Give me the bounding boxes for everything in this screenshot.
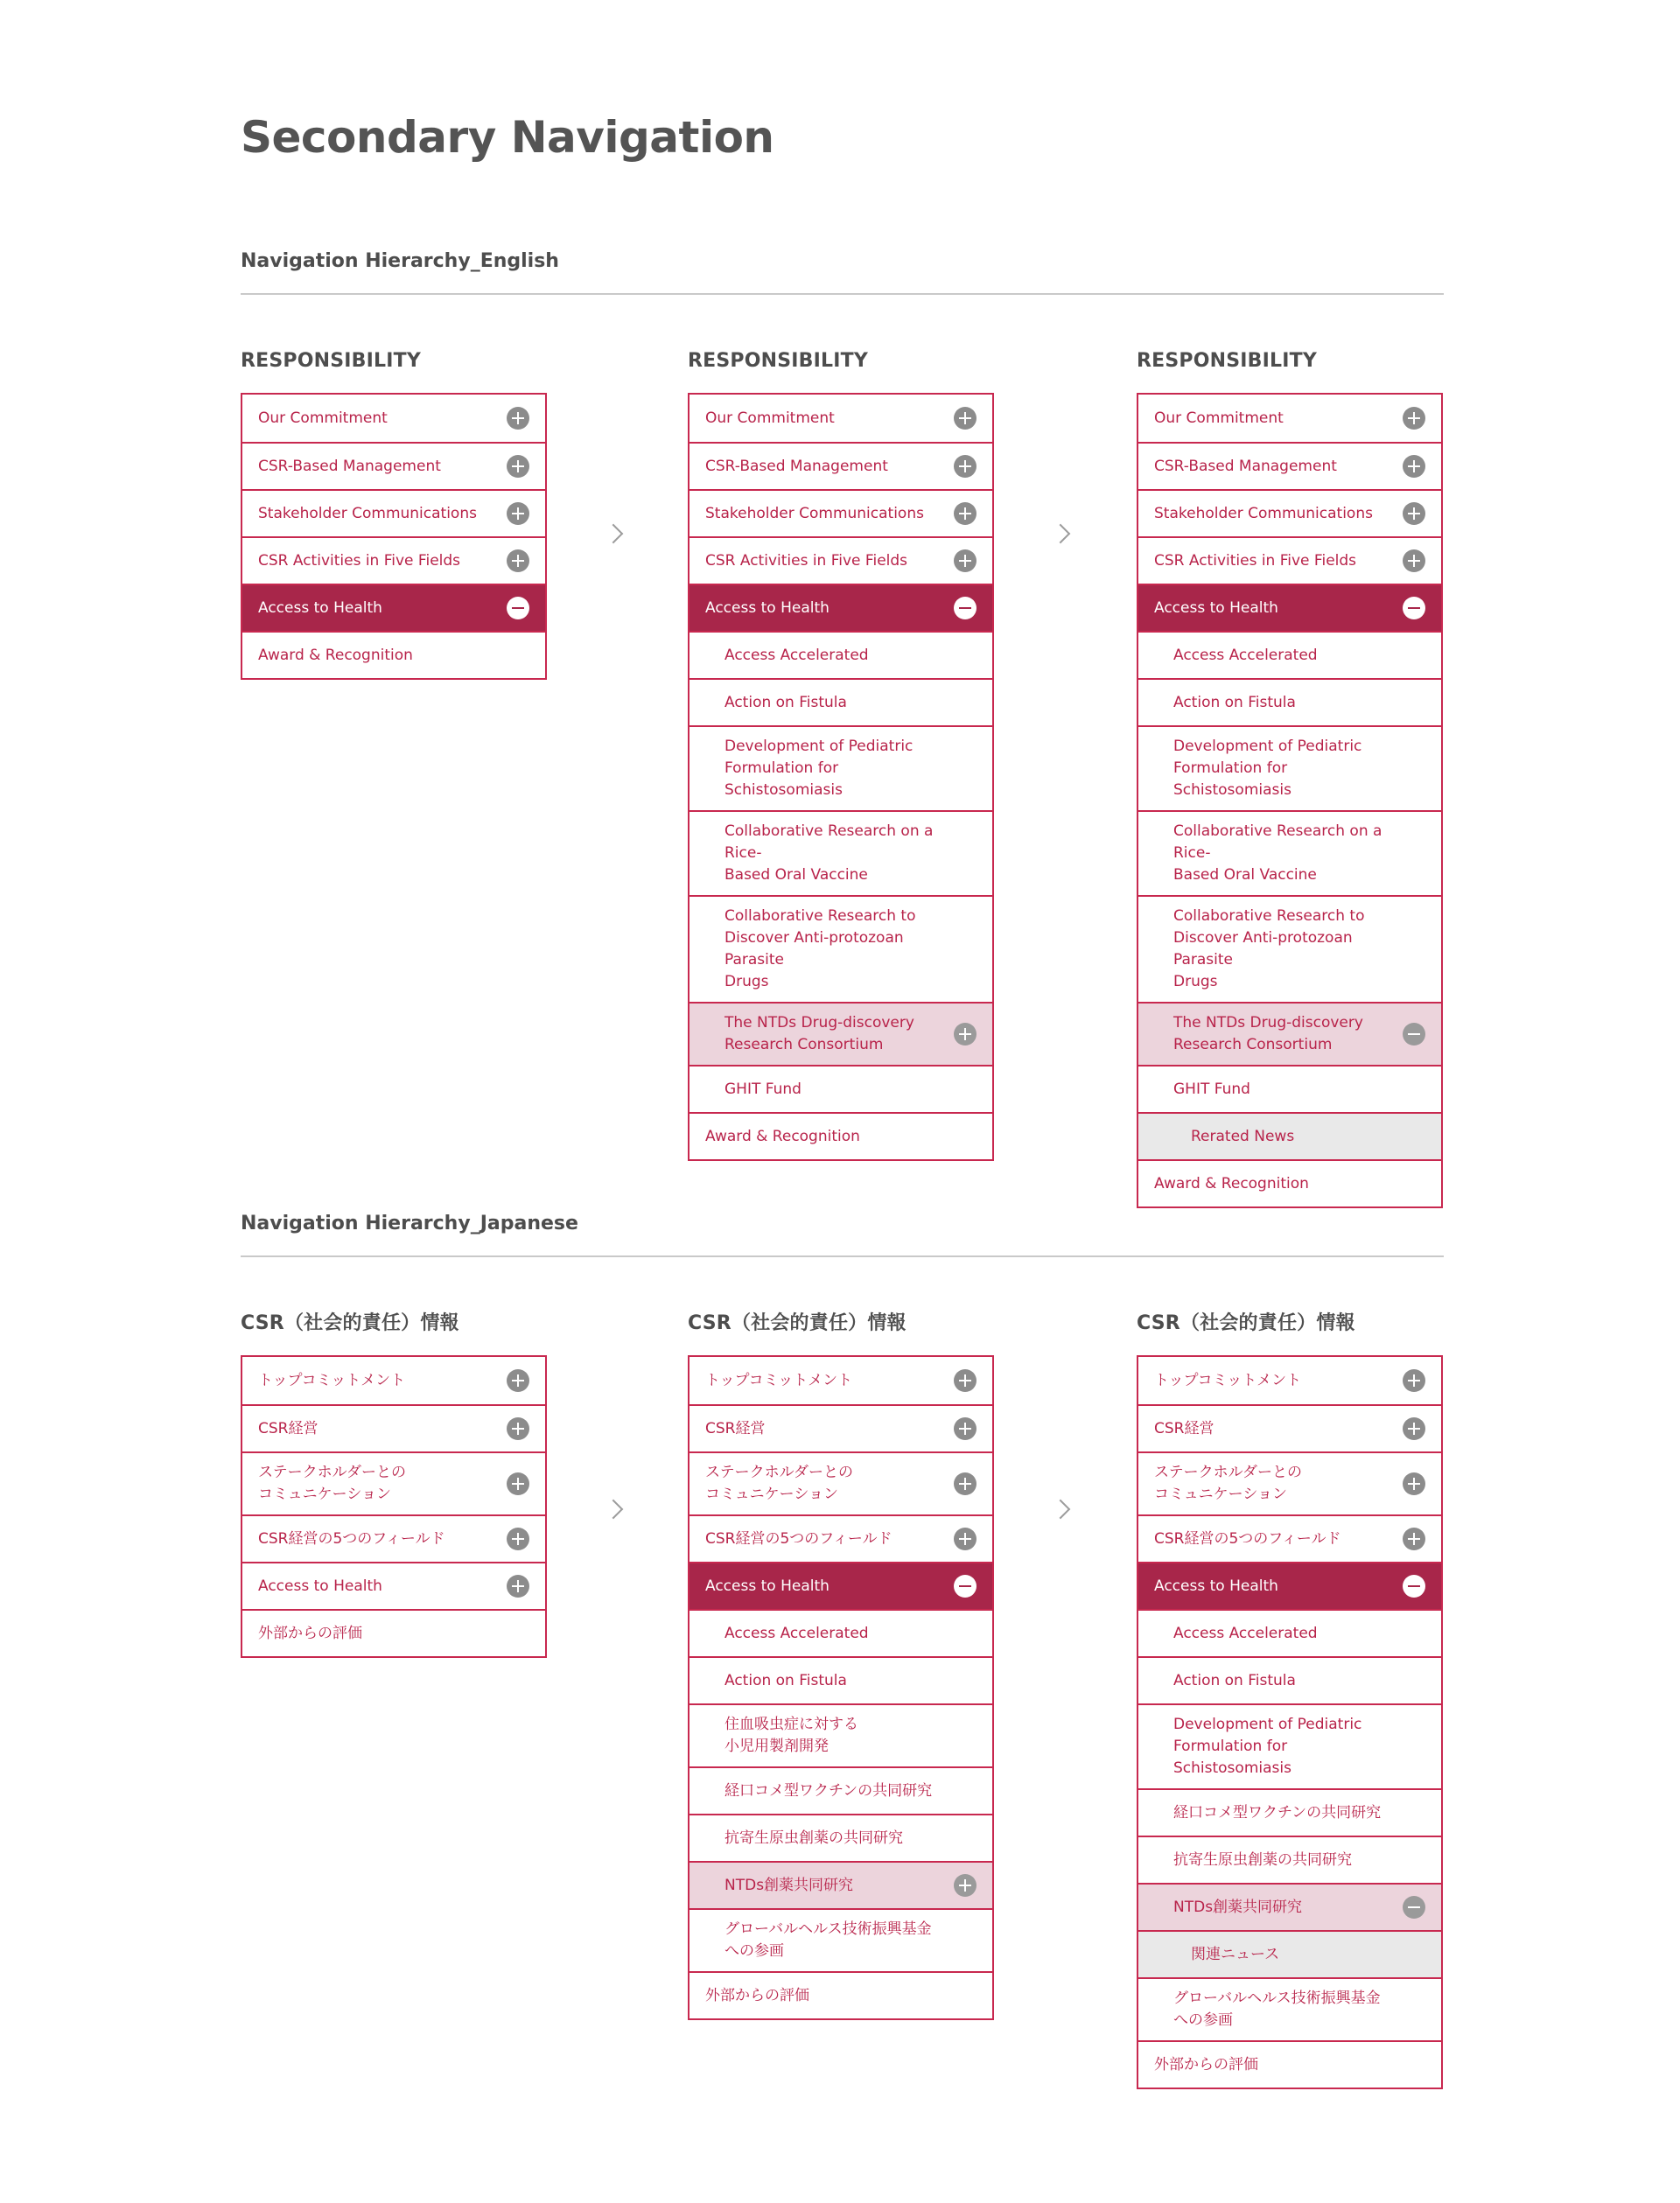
nav-subitem[interactable] [1138,1609,1441,1656]
nav-item-label: Access Accelerated [724,1624,869,1642]
plus-circle-icon[interactable] [954,1023,976,1046]
nav-heading: RESPONSIBILITY [1137,350,1317,372]
nav-item-label: 経口コメ型ワクチンの共同研究 [724,1781,933,1800]
nav-item[interactable] [690,1357,992,1404]
nav-item-label: トップコミットメント [258,1371,406,1389]
nav-item-label: Access Accelerated [724,646,869,664]
nav-item[interactable] [242,442,545,489]
nav-item-label: Access to Health [258,1577,382,1595]
nav-item-label: 住血吸虫症に対する 小児用製剤開発 [724,1716,858,1755]
nav-heading: CSR（社会的責任）情報 [1137,1312,1355,1334]
nav-item-label: グローバルヘルス技術振興基金 への参画 [724,1920,932,1960]
nav-item-label: トップコミットメント [705,1371,853,1389]
plus-circle-icon[interactable] [507,1472,529,1495]
minus-circle-icon[interactable] [954,1575,976,1598]
nav-column-ja-1 [241,1311,547,1658]
nav-item-label: The NTDs Drug-discovery Research Consortium [1173,1014,1363,1053]
nav-subitem[interactable] [690,1703,992,1766]
nav-item[interactable] [242,1514,545,1562]
nav-item[interactable] [242,489,545,536]
nav-item-label: ステークホルダーとの コミュニケーション [1154,1464,1302,1503]
nav-column-en-2 [688,348,994,1161]
nav-subitem[interactable] [690,725,992,810]
plus-circle-icon[interactable] [1403,455,1425,478]
nav-item-label: Access to Health [258,598,382,617]
nav-item[interactable] [690,584,992,631]
nav-item-label: Award & Recognition [705,1127,860,1145]
nav-item[interactable] [690,1112,992,1159]
plus-circle-icon[interactable] [1403,1417,1425,1440]
nav-item[interactable] [690,1404,992,1451]
nav-subitem[interactable] [1138,895,1441,1002]
nav-item[interactable] [1138,2040,1441,2088]
nav-subitem[interactable] [690,1609,992,1656]
nav-item-label: GHIT Fund [1173,1080,1250,1098]
plus-circle-icon[interactable] [507,1528,529,1550]
nav-subitem[interactable] [1138,1703,1441,1788]
nav-item-label: 外部からの評価 [1154,2055,1258,2074]
minus-circle-icon[interactable] [1403,1575,1425,1598]
nav-item-label: ステークホルダーとの コミュニケーション [705,1464,853,1503]
nav-item-label: 外部からの評価 [258,1624,362,1642]
secondary-nav [1137,1355,1443,2089]
nav-subitem[interactable] [1138,1883,1441,1930]
nav-heading: RESPONSIBILITY [688,350,868,372]
nav-subitem[interactable] [1138,1977,1441,2040]
nav-item-label: Access to Health [705,598,830,617]
nav-item[interactable] [690,442,992,489]
nav-subsubitem[interactable] [1138,1930,1441,1977]
nav-item-label: Stakeholder Communications [705,504,924,522]
nav-item[interactable] [242,1562,545,1609]
nav-item-label: CSR経営の5つのフィールド [258,1529,445,1548]
nav-item-label: Collaborative Research on a Rice- Based Oral Vaccine [724,822,934,884]
chevron-right-icon [604,1500,624,1520]
nav-subitem[interactable] [690,1002,992,1065]
plus-circle-icon[interactable] [954,455,976,478]
plus-circle-icon[interactable] [507,502,529,525]
nav-item[interactable] [1138,536,1441,584]
nav-subitem[interactable] [1138,678,1441,725]
minus-circle-icon[interactable] [1403,1896,1425,1919]
chevron-right-icon [604,524,624,544]
nav-item-label: NTDs創薬共同研究 [724,1876,854,1894]
nav-heading: CSR（社会的責任）情報 [688,1312,906,1334]
plus-circle-icon[interactable] [507,1369,529,1392]
plus-circle-icon[interactable] [954,1874,976,1897]
secondary-nav [241,393,547,680]
nav-item[interactable] [242,536,545,584]
nav-item-label: 抗寄生原虫創薬の共同研究 [1173,1850,1352,1869]
nav-item[interactable] [242,584,545,631]
nav-heading: CSR（社会的責任）情報 [241,1312,459,1334]
nav-subitem[interactable] [1138,1788,1441,1836]
nav-item-label: ステークホルダーとの コミュニケーション [258,1464,406,1503]
nav-item[interactable] [242,395,545,442]
nav-subitem[interactable] [1138,1836,1441,1883]
nav-subitem[interactable] [1138,1065,1441,1112]
plus-circle-icon[interactable] [954,1369,976,1392]
divider-english [241,293,1444,295]
nav-heading: RESPONSIBILITY [241,350,421,372]
secondary-nav [688,1355,994,2020]
nav-item[interactable] [1138,1562,1441,1609]
plus-circle-icon[interactable] [1403,549,1425,572]
plus-circle-icon[interactable] [1403,1528,1425,1550]
nav-item[interactable] [1138,489,1441,536]
nav-item[interactable] [690,489,992,536]
minus-circle-icon[interactable] [954,597,976,619]
nav-subitem[interactable] [690,1766,992,1814]
nav-item-label: Rerated News [1191,1127,1295,1145]
nav-item-label: グローバルヘルス技術振興基金 への参画 [1173,1990,1381,2029]
nav-item-label: GHIT Fund [724,1080,802,1098]
nav-column-en-1 [241,348,547,680]
nav-item-label: 抗寄生原虫創薬の共同研究 [724,1829,903,1847]
plus-circle-icon[interactable] [507,1417,529,1440]
nav-item[interactable] [690,536,992,584]
nav-item-label: Action on Fistula [724,693,847,711]
nav-subitem[interactable] [690,1861,992,1908]
nav-item[interactable] [1138,1404,1441,1451]
chevron-right-icon [1051,1500,1071,1520]
nav-item[interactable] [1138,395,1441,442]
nav-item-label: Development of Pediatric Formulation for Schistosomiasis [1173,738,1362,799]
nav-item-label: Stakeholder Communications [1154,504,1373,522]
nav-item-label: Access to Health [1154,1577,1278,1595]
nav-item[interactable] [690,1971,992,2018]
section-title-english: Navigation Hierarchy_English [241,250,559,272]
nav-item-label: CSR-Based Management [705,457,888,475]
nav-item-label: CSR経営 [705,1419,766,1437]
nav-item-label: Development of Pediatric Formulation for Schistosomiasis [1173,1716,1362,1777]
nav-subitem[interactable] [690,1065,992,1112]
nav-subitem[interactable] [690,1656,992,1703]
nav-item[interactable] [242,1609,545,1656]
nav-item-label: 経口コメ型ワクチンの共同研究 [1173,1803,1382,1822]
nav-item[interactable] [1138,442,1441,489]
plus-circle-icon[interactable] [954,1528,976,1550]
nav-item-label: CSR-Based Management [1154,457,1337,475]
minus-circle-icon[interactable] [507,597,529,619]
nav-item-label: Access to Health [705,1577,830,1595]
nav-item-label: CSR Activities in Five Fields [258,551,461,570]
plus-circle-icon[interactable] [954,1472,976,1495]
nav-subitem[interactable] [690,1814,992,1861]
nav-item-label: Our Commitment [258,409,388,427]
nav-item-label: Our Commitment [705,409,835,427]
plus-circle-icon[interactable] [1403,1472,1425,1495]
nav-subitem[interactable] [1138,1656,1441,1703]
nav-item-label: Collaborative Research to Discover Anti-protozoan Parasite Drugs [724,907,916,990]
minus-circle-icon[interactable] [1403,597,1425,619]
nav-item-label: CSR Activities in Five Fields [705,551,908,570]
nav-subitem[interactable] [690,1908,992,1971]
nav-item[interactable] [242,1404,545,1451]
nav-item[interactable] [242,631,545,678]
plus-circle-icon[interactable] [1403,407,1425,430]
nav-item-label: Collaborative Research on a Rice- Based Oral Vaccine [1173,822,1382,884]
nav-item-label: Award & Recognition [1154,1174,1309,1192]
nav-item-label: トップコミットメント [1154,1371,1302,1389]
nav-item[interactable] [242,1451,545,1514]
nav-subitem[interactable] [1138,725,1441,810]
nav-column-ja-3 [1137,1311,1443,2089]
nav-subitem[interactable] [690,810,992,895]
divider-japanese [241,1255,1444,1257]
nav-item-label: Action on Fistula [724,1671,847,1689]
plus-circle-icon[interactable] [507,407,529,430]
nav-item[interactable] [690,1562,992,1609]
nav-item-label: CSR経営 [258,1419,318,1437]
nav-item-label: Access Accelerated [1173,646,1318,664]
nav-subitem[interactable] [690,895,992,1002]
nav-subitem[interactable] [690,631,992,678]
plus-circle-icon[interactable] [1403,1369,1425,1392]
nav-item-label: Award & Recognition [258,646,413,664]
plus-circle-icon[interactable] [507,549,529,572]
nav-subitem[interactable] [1138,1002,1441,1065]
plus-circle-icon[interactable] [954,407,976,430]
chevron-right-icon [1051,524,1071,544]
nav-item-label: Our Commitment [1154,409,1284,427]
nav-item-label: Development of Pediatric Formulation for Schistosomiasis [724,738,914,799]
nav-item-label: 外部からの評価 [705,1986,809,2004]
nav-item[interactable] [242,1357,545,1404]
nav-column-ja-2 [688,1311,994,2020]
nav-item-label: The NTDs Drug-discovery Research Consortium [724,1014,914,1053]
plus-circle-icon[interactable] [954,549,976,572]
nav-subitem[interactable] [1138,810,1441,895]
nav-item[interactable] [1138,1514,1441,1562]
nav-subitem[interactable] [1138,631,1441,678]
nav-item[interactable] [1138,1451,1441,1514]
page-title: Secondary Navigation [241,112,774,163]
plus-circle-icon[interactable] [1403,502,1425,525]
secondary-nav [1137,393,1443,1208]
nav-item-label: CSR経営の5つのフィールド [705,1529,892,1548]
plus-circle-icon[interactable] [507,455,529,478]
nav-item-label: CSR-Based Management [258,457,441,475]
nav-item-label: CSR経営 [1154,1419,1214,1437]
plus-circle-icon[interactable] [507,1575,529,1598]
nav-item-label: 関連ニュース [1191,1945,1280,1963]
secondary-nav [241,1355,547,1658]
nav-subsubitem[interactable] [1138,1112,1441,1159]
nav-item-label: Action on Fistula [1173,1671,1296,1689]
nav-item-label: Access Accelerated [1173,1624,1318,1642]
nav-item-label: CSR Activities in Five Fields [1154,551,1357,570]
nav-item[interactable] [690,1514,992,1562]
nav-item-label: Stakeholder Communications [258,504,477,522]
nav-item[interactable] [1138,1357,1441,1404]
minus-circle-icon[interactable] [1403,1023,1425,1046]
nav-column-en-3 [1137,348,1443,1208]
nav-subitem[interactable] [690,678,992,725]
nav-item[interactable] [1138,584,1441,631]
secondary-nav [688,393,994,1161]
nav-item-label: Access to Health [1154,598,1278,617]
plus-circle-icon[interactable] [954,1417,976,1440]
nav-item[interactable] [1138,1159,1441,1206]
section-title-japanese: Navigation Hierarchy_Japanese [241,1213,578,1234]
nav-item-label: Collaborative Research to Discover Anti-protozoan Parasite Drugs [1173,907,1365,990]
nav-item-label: CSR経営の5つのフィールド [1154,1529,1341,1548]
plus-circle-icon[interactable] [954,502,976,525]
nav-item-label: Action on Fistula [1173,693,1296,711]
nav-item[interactable] [690,395,992,442]
nav-item-label: NTDs創薬共同研究 [1173,1898,1303,1916]
nav-item[interactable] [690,1451,992,1514]
